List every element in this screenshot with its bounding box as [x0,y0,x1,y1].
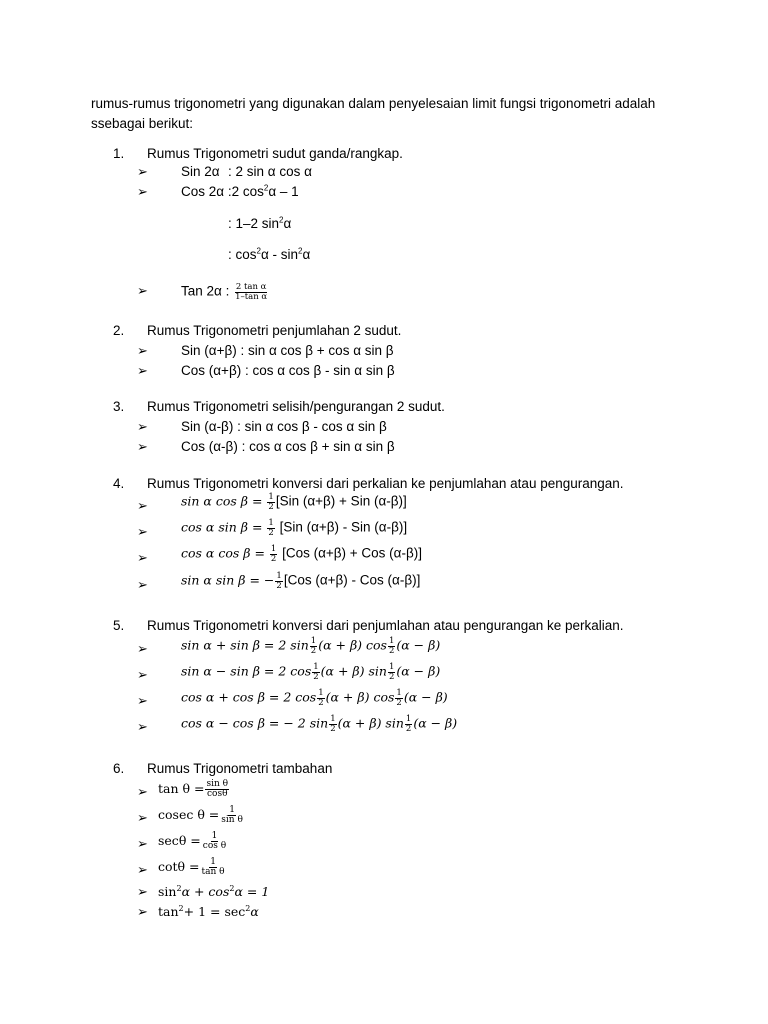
arrow-bullet-icon: ➢ [137,550,148,565]
formula-cos2a-alt1: : 1–2 $\sin^2\alpha$ [228,215,292,231]
formula-product-to-sum-1: sin α cos β = $\frac{1}{2}$ [Sin (α+β) + Sin (α-β)] [181,492,407,512]
formula-sin2a-lhs: Sin 2α [181,164,220,179]
arrow-bullet-icon: ➢ [137,419,148,434]
section-title-text: Rumus Trigonometri sudut ganda/rangkap. [147,146,403,161]
formula-sin2a-rhs: : 2 sin α cos α [228,164,312,179]
formula-cos2a: Cos 2α :2 $\cos^2\alpha - 1$ [181,183,299,199]
arrow-bullet-icon: ➢ [137,810,148,825]
arrow-bullet-icon: ➢ [137,862,148,877]
formula-product-to-sum-2: cos α sin β = $\frac{1}{2}$ [Sin (α+β) - Sin (α-β)] [181,518,408,538]
formula-product-to-sum-3: cos α cos β = $\frac{1}{2}$ [Cos (α+β) + Cos (α-β)] [181,544,422,564]
arrow-bullet-icon: ➢ [137,836,148,851]
section-number: 1. [113,146,125,161]
arrow-bullet-icon: ➢ [137,693,148,708]
formula-sum-to-product-3: cos α + cos β = 2 cos $\frac{1}{2}$ (α + β) cos $\frac{1}{2}$ (α − β) [181,688,448,708]
section-3-title: 3. Rumus Trigonometri selisih/pengurangan 2 sudut. [113,399,445,414]
arrow-bullet-icon: ➢ [137,283,148,298]
section-2-title: 2. Rumus Trigonometri penjumlahan 2 sudut. [113,323,402,338]
formula-sum-to-product-2: sin α − sin β = 2 cos $\frac{1}{2}$ (α + β) sin $\frac{1}{2}$ (α − β) [181,662,441,682]
arrow-bullet-icon: ➢ [137,164,148,179]
arrow-bullet-icon: ➢ [137,439,148,454]
section-5-title: 5. Rumus Trigonometri konversi dari penjumlahan atau pengurangan ke perkalian. [113,618,624,633]
formula-sin-diff: Sin (α-β) : sin α cos β - cos α sin β [181,419,387,434]
arrow-bullet-icon: ➢ [137,498,148,513]
formula-tan2a: Tan 2α : $\frac{\text{2 tan α}}{\text{1–tan α}}$ [181,282,268,302]
arrow-bullet-icon: ➢ [137,343,148,358]
formula-cos-sum: Cos (α+β) : cos α cos β - sin α sin β [181,363,395,378]
formula-cos2a-alt2: : $\cos^2\alpha - \sin^2\alpha$ [228,246,311,262]
formula-sum-to-product-1: sin α + sin β = 2 sin $\frac{1}{2}$ (α + β) cos $\frac{1}{2}$ (α − β) [181,636,441,656]
formula-tan-sec-identity: $\tan^2+ 1 = \sec^2\alpha$ [158,903,259,919]
formula-product-to-sum-4: sin α sin β = − $\frac{1}{2}$ [Cos (α+β) - Cos (α-β)] [181,571,421,591]
arrow-bullet-icon: ➢ [137,524,148,539]
intro-paragraph: rumus-rumus trigonometri yang digunakan dalam penyelesaian limit fungsi trigonometri adalah ssebagai berikut: [91,96,656,131]
arrow-bullet-icon: ➢ [137,667,148,682]
formula-cot-theta: cotθ = $\frac{1}{\text{tan θ}}$ [158,857,225,877]
arrow-bullet-icon: ➢ [137,884,148,899]
formula-pythagorean-identity: $\sin^2\alpha + \cos^2\alpha = 1$ [158,883,270,899]
formula-cos-diff: Cos (α-β) : cos α cos β + sin α sin β [181,439,395,454]
formula-cosec-theta: cosec θ = $\frac{1}{\text{sin θ}}$ [158,805,243,825]
section-4-title: 4. Rumus Trigonometri konversi dari perkalian ke penjumlahan atau pengurangan. [113,476,624,491]
section-6-title: 6. Rumus Trigonometri tambahan [113,761,333,776]
arrow-bullet-icon: ➢ [137,577,148,592]
formula-tan-theta: tan θ = $\frac{\text{sin θ}}{\cos\theta}$ [158,779,229,799]
formula-sec-theta: secθ = $\frac{1}{\text{cos θ}}$ [158,831,227,851]
formula-sum-to-product-4: cos α − cos β = − 2 sin $\frac{1}{2}$ (α + β) sin $\frac{1}{2}$ (α − β) [181,714,458,734]
arrow-bullet-icon: ➢ [137,184,148,199]
arrow-bullet-icon: ➢ [137,904,148,919]
arrow-bullet-icon: ➢ [137,363,148,378]
arrow-bullet-icon: ➢ [137,719,148,734]
arrow-bullet-icon: ➢ [137,784,148,799]
section-1-title [113,146,403,161]
arrow-bullet-icon: ➢ [137,641,148,656]
formula-sin-sum: Sin (α+β) : sin α cos β + cos α sin β [181,343,394,358]
